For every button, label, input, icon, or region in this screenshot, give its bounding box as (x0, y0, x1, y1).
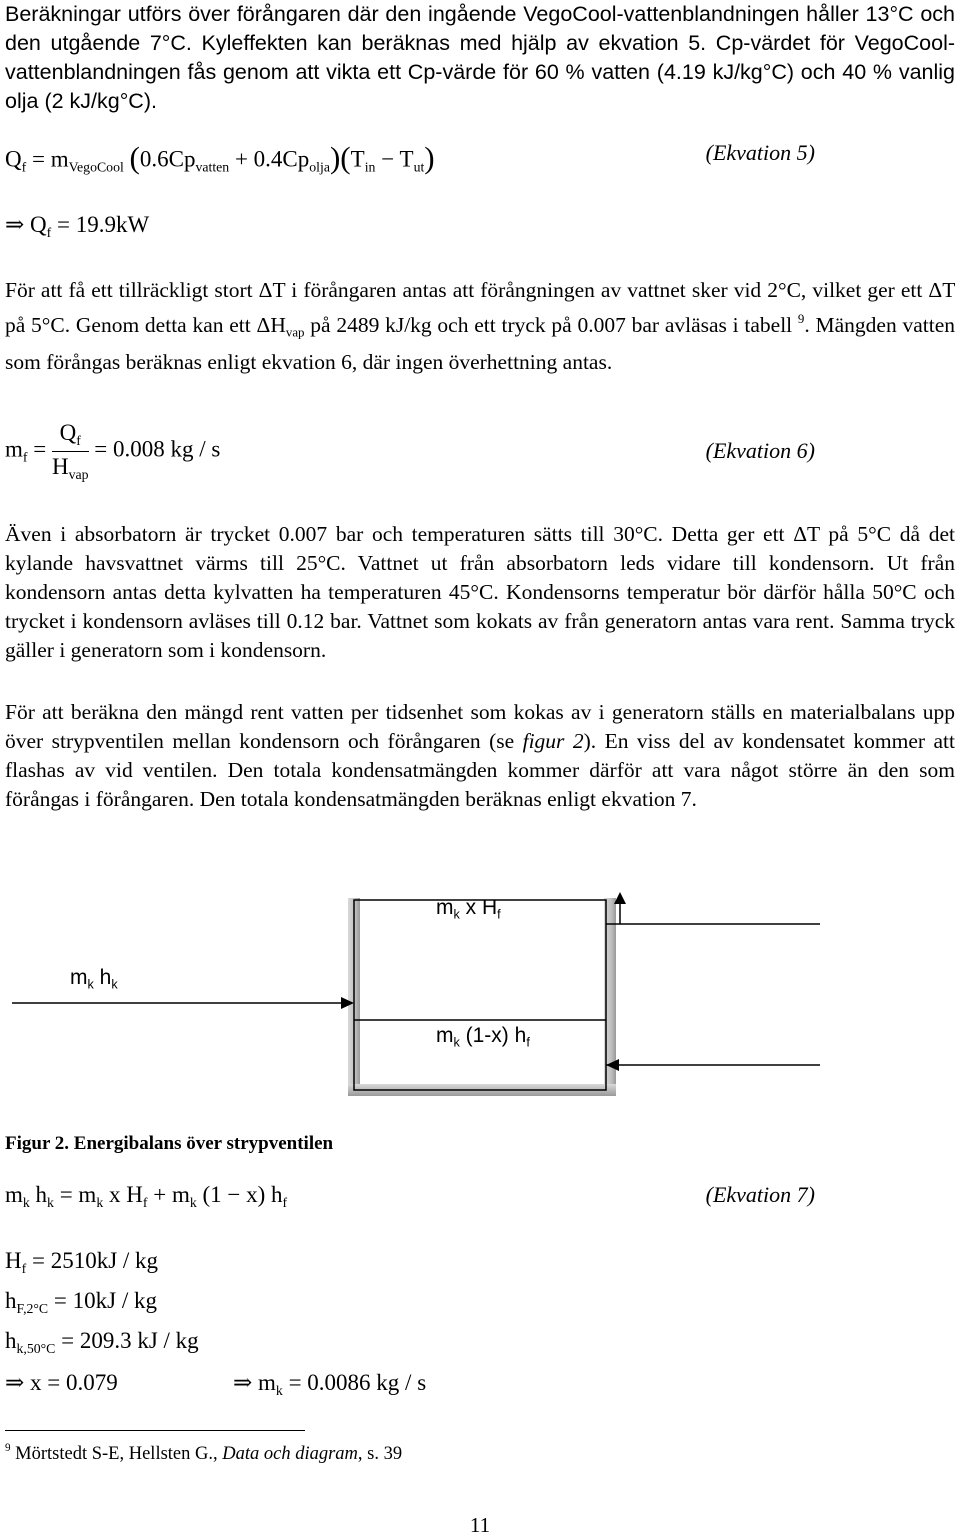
p2-b: i förångaren antas att förångningen av vattnet sker vid 2°C, vilket ger ett (285, 278, 929, 302)
p2-delta-t-2: ΔT (928, 278, 955, 302)
paragraph-4 (5, 698, 955, 814)
value-hF: $h_{F,2^\circ C} = 10kJ$ / kg (5, 1288, 157, 1316)
figure-2-ref: figur 2 (522, 729, 584, 753)
equation-6-tag: (Ekvation 6) (705, 438, 815, 463)
p2-e: . Mängden vatten som förångas beräknas enligt ekvation 6, där ingen överhettning antas. (5, 313, 956, 374)
eq6-den-H: H (51, 453, 69, 479)
eq5-f: f (21, 159, 27, 175)
equation-7: $m_k$ $h_k = m_k$ x $H_f + m_k$ (1 − x) $h_f$ (Ekvation 7) (5, 1182, 815, 1210)
eq6-fraction (52, 420, 89, 483)
eq5-equals-m: = m (26, 146, 69, 172)
footnote-ref-9: 9 (797, 312, 805, 326)
vessel-outline (354, 900, 606, 1090)
equation-6 (5, 420, 955, 490)
result-5 (5, 212, 955, 256)
liquid-label: $m_k$ (1-x) $h_f$ (436, 1024, 530, 1050)
res5-f: f (46, 224, 52, 240)
eq6-m: m (5, 436, 23, 462)
value-hk: $h_{k,50^\circ C} = 209.3$ kJ / kg (5, 1328, 199, 1356)
figure-caption: Figur 2. Energibalans över strypventilen (5, 1133, 334, 1154)
implies-arrow: ⇒ (5, 212, 25, 237)
mk-value: = 0.0086 kg / s (282, 1370, 427, 1395)
vapor-label: $m_k$ x $H_f$ (436, 896, 501, 922)
footnote-9: $^9$ Mörtstedt S-E, Hellsten G., Data och diagram, s. 39 (5, 1442, 403, 1464)
implies-arrow-mk: ⇒ (233, 1370, 253, 1395)
p2-delta-h: ΔH (256, 313, 286, 338)
eq5-sub-olja: olja (309, 159, 330, 175)
eq6-den-sub: vap (68, 466, 89, 482)
eq5-sub-ut: ut (413, 159, 425, 175)
eq5-sub-in: in (364, 159, 376, 175)
eq6-num-sub: f (76, 432, 81, 448)
p2-d: på 2489 kJ/kg och ett tryck på 0.007 bar avläsas i tabell (304, 313, 798, 338)
footnote-rule (5, 1430, 305, 1431)
p2-sub-vap: vap (285, 325, 305, 340)
equation-5: $Q_f = m_{VegoCool}$ $(0.6Cp_{vatten} + 0.4Cp_{olja})(T_{in} - T_{ut})$ (Ekvation 5) (5, 140, 815, 175)
eq5-cp-vatten: 0.6Cp (139, 146, 196, 172)
eq6-value: = 0.008 kg / s (94, 436, 221, 462)
res5-value: = 19.9kW (51, 212, 150, 237)
p3-delta-t: ΔT (793, 522, 820, 546)
eq6-num-Q: Q (59, 420, 77, 445)
implies-arrow-x: ⇒ (5, 1370, 25, 1395)
p2-a: För att få ett tillräckligt stort (5, 278, 259, 302)
paragraph-3 (5, 520, 955, 665)
eq5-sub-vatten: vatten (195, 159, 230, 175)
p3-a: Även i absorbatorn är trycket 0.007 bar och temperaturen sätts till 30°C. Detta ger ett (5, 522, 794, 546)
intro-paragraph: Beräkningar utförs över förångaren där den ingående VegoCool-vattenblandningen håller 13°C och den utgående 7°C. Kyleffekten kan beräknas med hjälp av ekvation 5. Cp-värdet för VegoCool-vattenblandningen fås genom att vikta ett Cp-värde för 60 % vatten (4.19 kJ/kg°C) och 40 % vanlig olja (2 kJ/kg°C). (5, 2, 955, 113)
equation-5-tag: (Ekvation 5) (705, 140, 815, 165)
inlet-label: $m_k$ $h_k$ (70, 966, 118, 992)
figure-2 (0, 880, 960, 1120)
eq5-T: T (350, 146, 365, 172)
eq5-sub-vegocool: VegoCool (68, 159, 124, 175)
eq5-Q: Q (5, 146, 22, 172)
eq5-minus-T: − T (375, 146, 414, 172)
p3-b: på 5°C då det kylande havsvattnet värms till 25°C. Vattnet ut från absorbatorn leds vidare till kondensorn. Ut från kondensorn antas detta kylvatten ha temperaturen 45°C. Kondensorns temperatur bör därför hålla 50°C och trycket i kondensorn avläses till 0.12 bar. Vattnet som kokats av från generatorn antas vara rent. Samma tryck gäller i generatorn som i kondensorn. (5, 522, 955, 662)
value-Hf: $H_f = 2510kJ$ / kg (5, 1248, 159, 1276)
p4-b: ). En viss del av kondensatet kommer att flashas av vid ventilen. Den totala kondensatmängden kommer därför att vara något större än den som förångas i förångaren. Den totala kondensatmängden beräknas enligt ekvation 7. (5, 729, 955, 811)
res5-Q: Q (30, 212, 47, 237)
equation-7-tag: (Ekvation 7) (705, 1182, 815, 1207)
eq5-plus-cp-olja: + 0.4Cp (229, 146, 310, 172)
p4-a: För att beräkna den mängd rent vatten per tidsenhet som kokas av i generatorn ställs en materialbalans upp över strypventilen mellan kondensorn och förångaren (se (5, 700, 955, 753)
paragraph-2 (5, 276, 955, 377)
page-number: 11 (469, 1513, 491, 1537)
p2-delta-t-1: ΔT (258, 278, 286, 302)
p2-c: på 5°C. Genom detta kan ett (5, 313, 257, 338)
results-x-mk: ⇒ x = 0.079 ⇒ $m_k = 0.0086$ kg / s (5, 1370, 427, 1398)
eq6-equals: = (27, 436, 52, 462)
eq6-f: f (22, 449, 28, 465)
x-value: x = 0.079 (24, 1370, 118, 1395)
